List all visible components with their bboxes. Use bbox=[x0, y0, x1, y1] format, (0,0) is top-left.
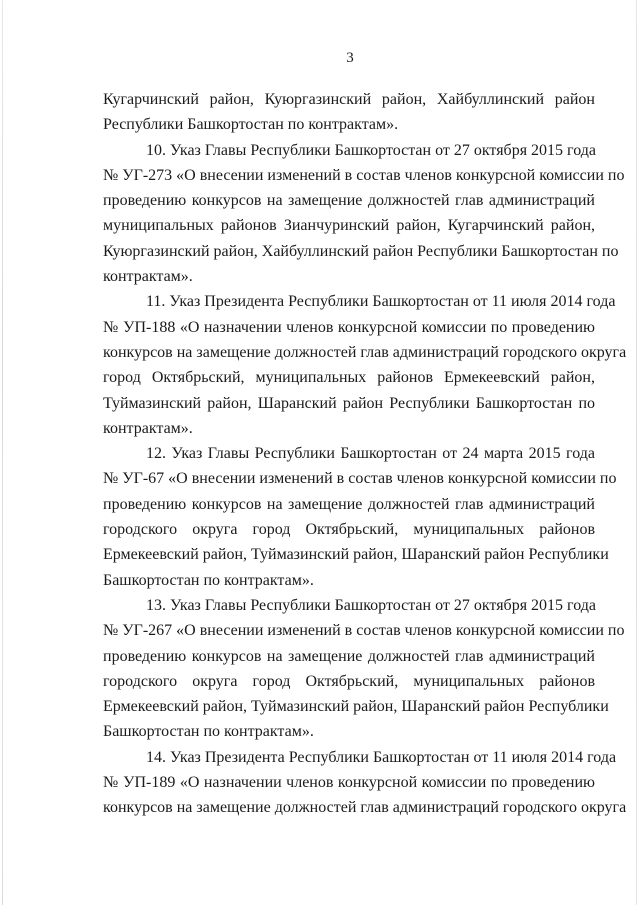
text-line: контрактам». bbox=[103, 268, 193, 286]
text-line: Куюргазинский район, Хайбуллинский район Республики Башкортостан по bbox=[103, 242, 619, 260]
text-line: 10. Указ Главы Республики Башкортостан от 27 октября 2015 года bbox=[146, 141, 596, 159]
text-line: контрактам». bbox=[103, 419, 193, 437]
text-line: Кугарчинский район, Куюргазинский район, Хайбуллинский район bbox=[103, 91, 595, 108]
text-line: город Октябрьский, муниципальных районов Ермекеевский район, bbox=[103, 369, 595, 387]
text-line: проведению конкурсов на замещение должностей глав администраций bbox=[103, 647, 595, 665]
text-line: Ермекеевский район, Туймазинский район, Шаранский район Республики bbox=[103, 546, 609, 564]
document-body bbox=[103, 87, 627, 821]
paragraph-item-13 bbox=[103, 593, 625, 745]
text-line: № УГ-67 «О внесении изменений в состав членов конкурсной комиссии по bbox=[103, 470, 617, 488]
text-line: № УГ-267 «О внесении изменений в состав членов конкурсной комиссии по bbox=[103, 622, 625, 640]
text-line: муниципальных районов Зианчуринский район, Кугарчинский район, bbox=[103, 217, 595, 235]
text-line: проведению конкурсов на замещение должностей глав администраций bbox=[103, 495, 595, 513]
scan-edge-left bbox=[2, 0, 3, 905]
page-number: 3 bbox=[346, 50, 354, 66]
text-line: Башкортостан по контрактам». bbox=[103, 723, 314, 741]
text-line: городского округа город Октябрьский, муниципальных районов bbox=[103, 672, 595, 690]
text-line: проведению конкурсов на замещение должностей глав администраций bbox=[103, 192, 595, 210]
paragraph-item-10 bbox=[103, 138, 625, 290]
text-line: 13. Указ Главы Республики Башкортостан от 27 октября 2015 года bbox=[146, 596, 596, 614]
text-line: 14. Указ Президента Республики Башкортостан от 11 июля 2014 года bbox=[146, 748, 617, 766]
text-line: № УГ-273 «О внесении изменений в состав членов конкурсной комиссии по bbox=[103, 166, 625, 184]
text-line: конкурсов на замещение должностей глав администраций городского округа bbox=[103, 343, 627, 361]
text-line: Башкортостан по контрактам». bbox=[103, 571, 314, 589]
text-line: городского округа город Октябрьский, муниципальных районов bbox=[103, 521, 595, 539]
text-line: конкурсов на замещение должностей глав администраций городского округа bbox=[103, 799, 627, 817]
text-line: Туймазинский район, Шаранский район Республики Башкортостан по bbox=[103, 394, 595, 412]
paragraph-item-11 bbox=[103, 289, 627, 441]
scan-edge-right bbox=[636, 0, 637, 905]
text-line: № УП-188 «О назначении членов конкурсной комиссии по проведению bbox=[103, 318, 595, 336]
paragraph-item-14 bbox=[103, 745, 627, 821]
paragraph-continuation bbox=[103, 87, 595, 138]
text-line: 12. Указ Главы Республики Башкортостан от 24 марта 2015 года bbox=[146, 445, 595, 463]
text-line: 11. Указ Президента Республики Башкортостан от 11 июля 2014 года bbox=[146, 293, 616, 311]
paragraph-item-12 bbox=[103, 441, 617, 593]
text-line: № УП-189 «О назначении членов конкурсной комиссии по проведению bbox=[103, 774, 595, 792]
text-line: Ермекеевский район, Туймазинский район, Шаранский район Республики bbox=[103, 698, 609, 716]
text-line: Республики Башкортостан по контрактам». bbox=[103, 116, 399, 134]
